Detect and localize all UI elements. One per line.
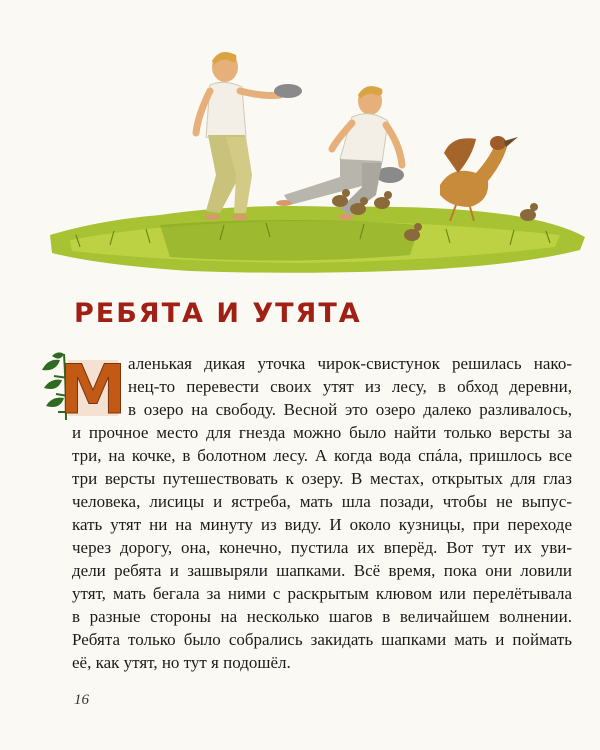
text-line: человека, лисицы и ястреба, мать шла позади, чтобы не выпус-: [72, 492, 572, 511]
text-line: и прочное место для гнезда можно было найти только версты за: [72, 423, 572, 442]
text-line: три версты путешествовать к озеру. В местах, открытых для глаз: [72, 469, 572, 488]
page-number: 16: [74, 692, 89, 708]
text-line: утят, мать бегала за ними с раскрытым клювом или перелётывала: [72, 584, 572, 603]
text-line: нец-то перевести своих утят из лесу, в обход деревни,: [128, 377, 572, 396]
text-line: аленькая дикая уточка чирок-свистунок решилась нако-: [128, 354, 572, 373]
text-line: Ребята только было собрались закидать шапками мать и поймать: [72, 630, 572, 649]
story-title: РЕБЯТА И УТЯТА: [74, 298, 362, 329]
text-line: её, как утят, но тут я подошёл.: [72, 653, 291, 672]
mother-duck: [440, 136, 518, 221]
text-line: через дорогу, она, конечно, пустила их вперёд. Вот тут их уви-: [72, 538, 572, 557]
boys-chasing-ducks-illustration: [40, 25, 590, 285]
text-line: три, на кочке, в болотном лесу. А когда вода спáла, пришлось все: [72, 446, 572, 465]
text-line: дели ребята и зашвыряли шапками. Всё время, пока они ловили: [72, 561, 572, 580]
text-line: кать утят ни на минуту из виду. И около кузницы, при переходе: [72, 515, 572, 534]
text-line: в озеро на свободу. Весной это озеро далеко разливалось,: [128, 400, 572, 419]
text-line: в разные стороны на несколько шагов в величайшем волнении.: [72, 607, 572, 626]
story-text: [72, 352, 572, 674]
drop-cap-letter: М: [59, 351, 127, 422]
